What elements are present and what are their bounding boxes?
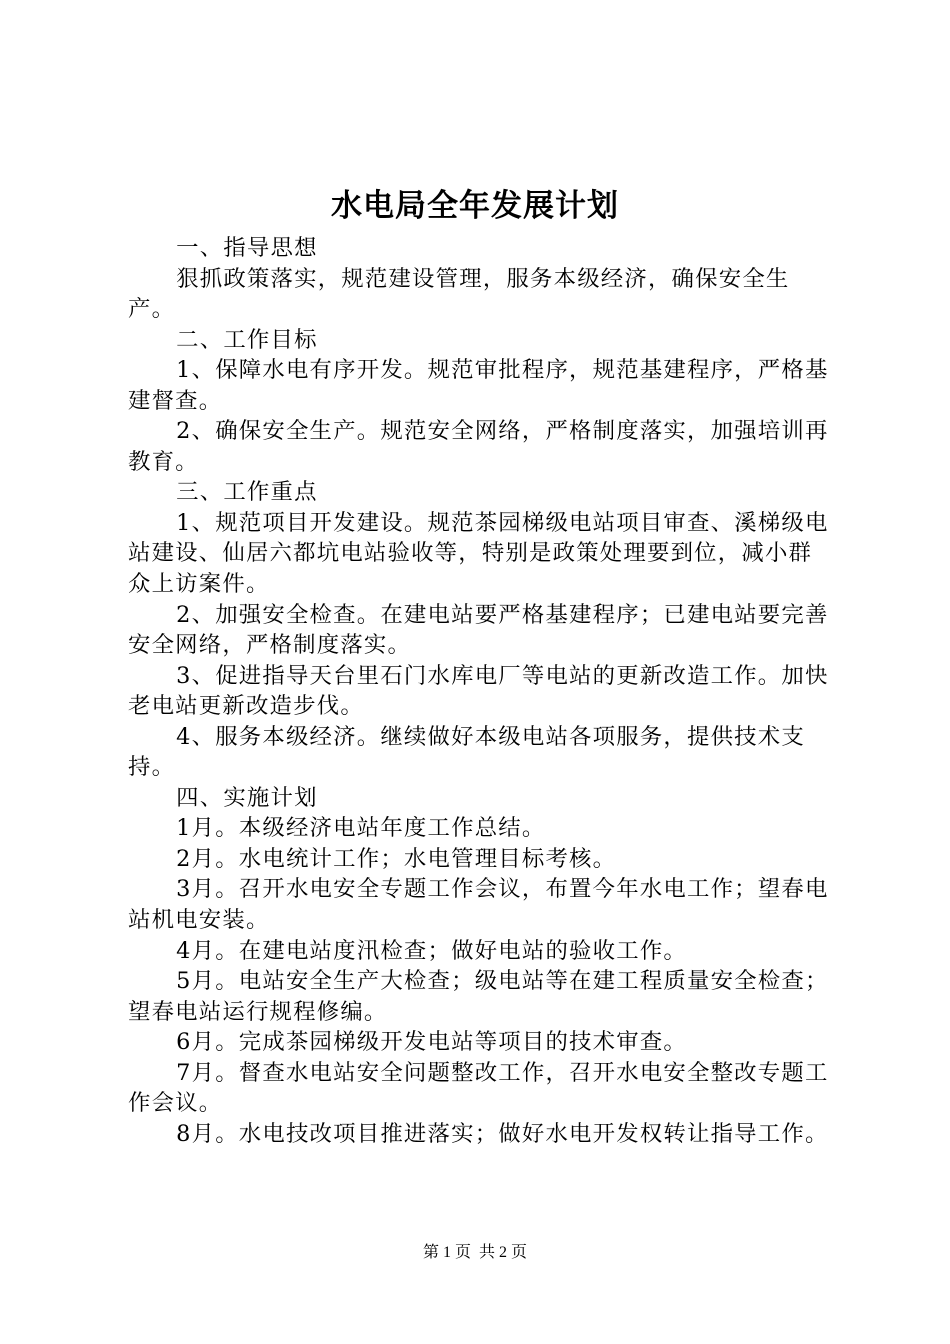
paragraph: 2、加强安全检查。在建电站要严格基建程序；已建电站要完善安全网络，严格制度落实。 bbox=[128, 601, 829, 659]
section-heading-guiding-ideology: 一、指导思想 bbox=[176, 235, 318, 261]
paragraph: 狠抓政策落实，规范建设管理，服务本级经济，确保安全生产。 bbox=[128, 265, 790, 323]
plan-item: 7月。督查水电站安全问题整改工作，召开水电安全整改专题工作会议。 bbox=[128, 1059, 829, 1117]
section-heading-work-focus: 三、工作重点 bbox=[176, 479, 318, 506]
document-body bbox=[128, 233, 833, 1149]
plan-item: 6月。完成茶园梯级开发电站等项目的技术审查。 bbox=[176, 1029, 688, 1056]
plan-item: 4月。在建电站度汛检查；做好电站的验收工作。 bbox=[176, 937, 688, 964]
plan-item: 8月。水电技改项目推进落实；做好水电开发权转让指导工作。 bbox=[176, 1120, 829, 1147]
paragraph: 3、促进指导天台里石门水库电厂等电站的更新改造工作。加快老电站更新改造步伐。 bbox=[128, 662, 829, 720]
paragraph: 2、确保安全生产。规范安全网络，严格制度落实，加强培训再教育。 bbox=[128, 418, 829, 475]
plan-item: 2月。水电统计工作；水电管理目标考核。 bbox=[176, 845, 617, 872]
plan-item: 3月。召开水电安全专题工作会议，布置今年水电工作；望春电站机电安装。 bbox=[128, 876, 829, 934]
document-title: 水电局全年发展计划 bbox=[331, 188, 619, 224]
paragraph: 1、保障水电有序开发。规范审批程序，规范基建程序，严格基建督查。 bbox=[128, 357, 829, 414]
paragraph: 1、规范项目开发建设。规范茶园梯级电站项目审查、溪梯级电站建设、仙居六都坑电站验收等，特别是政策处理要到位，减小群众上访案件。 bbox=[128, 509, 829, 598]
plan-item: 1月。本级经济电站年度工作总结。 bbox=[176, 815, 546, 842]
section-heading-implementation-plan: 四、实施计划 bbox=[176, 784, 318, 811]
plan-item: 5月。电站安全生产大检查；级电站等在建工程质量安全检查；望春电站运行规程修编。 bbox=[128, 968, 829, 1025]
paragraph: 4、服务本级经济。继续做好本级电站各项服务，提供技术支持。 bbox=[128, 723, 805, 781]
section-heading-work-goals: 二、工作目标 bbox=[176, 326, 318, 353]
page-number-footer: 第 1 页 共 2 页 bbox=[422, 1244, 527, 1261]
